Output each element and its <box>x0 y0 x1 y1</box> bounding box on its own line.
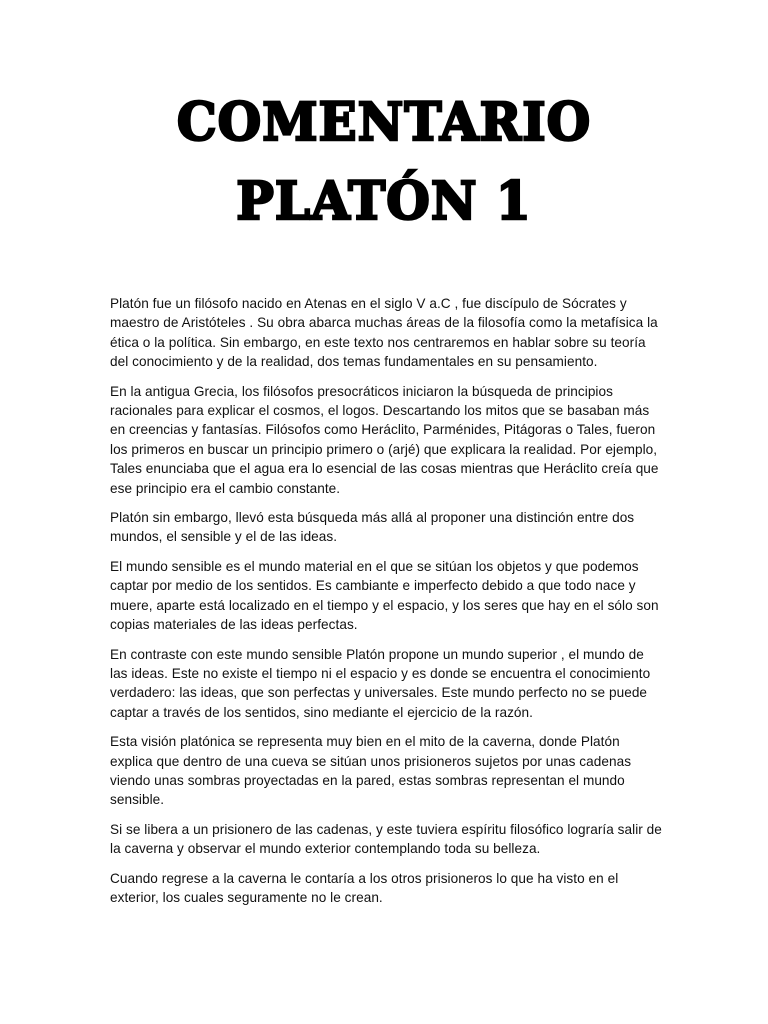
paragraph-return: Cuando regrese a la caverna le contaría a los otros prisioneros lo que ha visto en el exterior, los cuales seguramente no le crean. <box>110 870 619 905</box>
paragraph-world-of-ideas: En contraste con este mundo sensible Platón propone un mundo superior , el mundo de las ideas. Este no existe el tiempo ni el espacio y es donde se encuentra el conocimiento verdadero: las ideas, que son perfectas y universales. Este mundo perfecto no se puede captar a través de los sentidos, sino mediante el ejercicio de la razón. <box>110 646 651 720</box>
title-line-2: PLATÓN 1 <box>236 170 532 232</box>
title-line-1: COMENTARIO <box>176 91 592 153</box>
paragraph-freed-prisoner: Si se libera a un prisionero de las cadenas, y este tuviera espíritu filosófico lograría salir de la caverna y observar el mundo exterior contemplando toda su belleza. <box>110 821 662 857</box>
document-body <box>110 294 665 917</box>
paragraph-two-worlds: Platón sin embargo, llevó esta búsqueda más allá al proponer una distinción entre dos mundos, el sensible y el de las ideas. <box>110 510 635 545</box>
paragraph-presocratics: En la antigua Grecia, los filósofos presocráticos iniciaron la búsqueda de principios racionales para explicar el cosmos, el logos. Descartando los mitos que se basaban más en creencias y fantasías. Filósofos como Heráclito, Parménides, Pitágoras o Tales, fueron los primeros en buscar un principio primero o (arjé) que explicara la realidad. Por ejemplo, Tales enunciaba que el agua era lo esencial de las cosas mientras que Heráclito creía que ese principio era el cambio constante. <box>110 383 659 496</box>
document-title <box>0 83 768 241</box>
paragraph-intro: Platón fue un filósofo nacido en Atenas en el siglo V a.C , fue discípulo de Sócrates y maestro de Aristóteles . Su obra abarca muchas áreas de la filosofía como la metafísica la ética o la política. Sin embargo, en este texto nos centraremos en hablar sobre su teoría del conocimiento y de la realidad, dos temas fundamentales en su pensamiento. <box>110 296 658 370</box>
paragraph-cave-myth: Esta visión platónica se representa muy bien en el mito de la caverna, donde Platón explica que dentro de una cueva se sitúan unos prisioneros sujetos por unas cadenas viendo unas sombras proyectadas en la pared, estas sombras representan el mundo sensible. <box>110 734 632 808</box>
paragraph-sensible-world: El mundo sensible es el mundo material en el que se sitúan los objetos y que podemos captar por medio de los sentidos. Es cambiante e imperfecto debido a que todo nace y muere, aparte está localizado en el tiempo y el espacio, y los seres que hay en el sólo son copias materiales de las ideas perfectas. <box>110 558 659 633</box>
